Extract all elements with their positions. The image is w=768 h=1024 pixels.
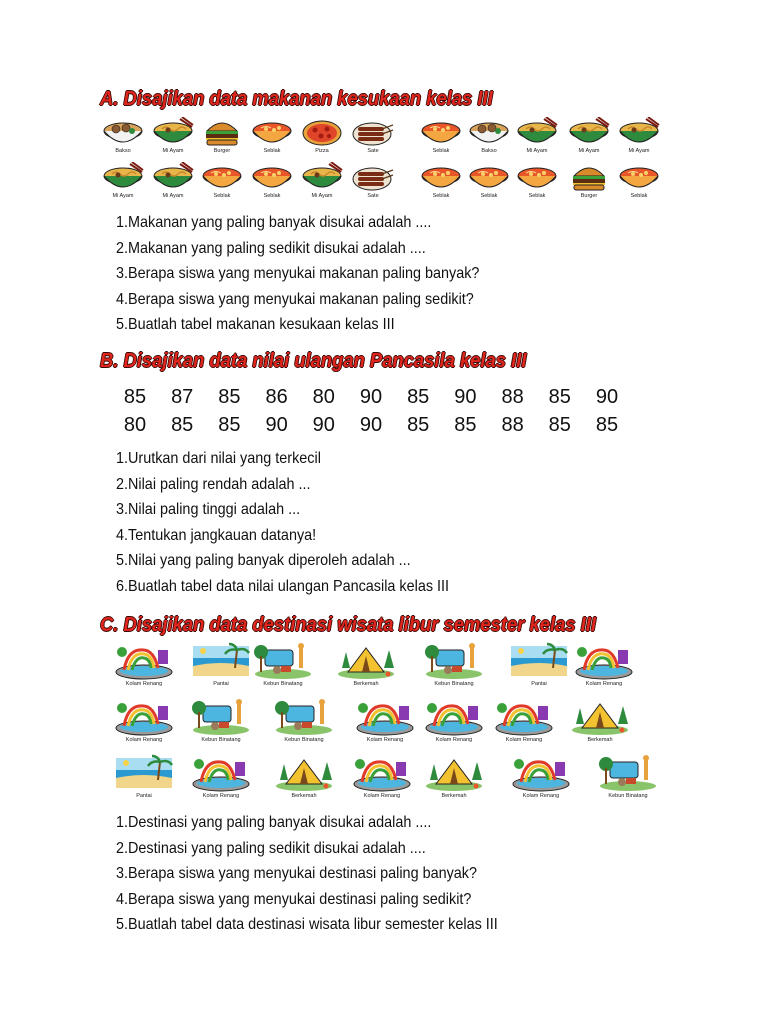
section-b-title: B. Disajikan data nilai ulangan Pancasila kelas III — [100, 350, 527, 372]
question-item: 1.Urutkan dari nilai yang terkecil — [116, 450, 321, 467]
destination-label: Kebun Binatang — [201, 737, 241, 743]
question-item: 1.Destinasi yang paling banyak disukai adalah .... — [116, 814, 432, 831]
score-value: 85 — [548, 414, 571, 436]
destination-label: Berkemah — [587, 737, 613, 743]
food-item — [150, 162, 196, 214]
score-value: 85 — [218, 386, 241, 408]
score-value: 80 — [312, 386, 335, 408]
food-item — [299, 162, 345, 214]
destination-label: Berkemah — [291, 793, 317, 799]
food-item — [616, 162, 662, 214]
destination-item — [492, 698, 556, 750]
food-item — [249, 162, 295, 214]
destination-item — [509, 754, 573, 806]
score-value: 85 — [595, 414, 619, 436]
destination-label: Berkemah — [441, 793, 467, 799]
destination-item — [507, 642, 571, 694]
question-item: 1.Makanan yang paling banyak disukai adalah .... — [116, 214, 432, 231]
score-value: 85 — [218, 414, 241, 436]
destination-item — [596, 754, 660, 806]
food-label: Pizza — [315, 148, 329, 154]
score-value: 87 — [171, 386, 194, 408]
score-value: 86 — [265, 386, 288, 408]
destination-item — [353, 698, 417, 750]
question-item: 3.Berapa siswa yang menyukai makanan paling banyak? — [116, 265, 480, 282]
food-item — [418, 162, 464, 214]
question-item: 4.Tentukan jangkauan datanya! — [116, 526, 317, 544]
food-label: Sate — [367, 148, 379, 154]
food-label: Burger — [580, 193, 598, 199]
food-item — [566, 162, 612, 214]
question-item: 5.Buatlah tabel makanan kesukaan kelas III — [116, 316, 395, 333]
food-item — [199, 162, 245, 214]
food-item — [514, 162, 560, 214]
food-label: Bakso — [115, 148, 131, 154]
food-label: Mi Ayam — [628, 148, 650, 154]
section-c-title: C. Disajikan data destinasi wisata libur semester kelas III — [100, 614, 597, 636]
destination-label: Berkemah — [353, 681, 379, 687]
food-label: Mi Ayam — [112, 193, 134, 199]
destination-label: Kolam Renang — [505, 737, 543, 743]
destination-item — [112, 698, 176, 750]
food-label: Seblak — [263, 148, 281, 154]
destination-item — [112, 754, 176, 806]
destination-item — [422, 698, 486, 750]
destination-label: Kolam Renang — [363, 793, 401, 799]
food-label: Seblak — [263, 193, 281, 199]
score-value: 90 — [312, 414, 335, 436]
destination-item — [350, 754, 414, 806]
destination-label: Kebun Binatang — [284, 737, 324, 743]
food-label: Seblak — [630, 193, 648, 199]
score-value: 90 — [595, 386, 619, 408]
destination-label: Pantai — [213, 681, 229, 687]
food-label: Seblak — [432, 193, 450, 199]
score-value: 85 — [123, 386, 147, 408]
question-item: 3.Berapa siswa yang menyukai destinasi paling banyak? — [116, 865, 478, 882]
destination-label: Kolam Renang — [366, 737, 404, 743]
score-value: 90 — [359, 386, 383, 408]
section-a-title: A. Disajikan data makanan kesukaan kelas III — [100, 88, 493, 110]
destination-item — [189, 754, 253, 806]
destination-item — [272, 754, 336, 806]
question-item: 4.Berapa siswa yang menyukai destinasi paling sedikit? — [116, 890, 472, 908]
food-item — [466, 162, 512, 214]
destination-item — [189, 698, 253, 750]
section-c-questions — [116, 810, 540, 938]
destination-item — [189, 642, 253, 694]
score-value: 85 — [454, 414, 477, 436]
destination-label: Kebun Binatang — [608, 793, 648, 799]
destination-label: Kolam Renang — [435, 737, 473, 743]
score-value: 85 — [407, 386, 430, 408]
destination-label: Kolam Renang — [202, 793, 240, 799]
question-item: 2.Makanan yang paling sedikit disukai adalah .... — [116, 239, 426, 257]
destination-item — [112, 642, 176, 694]
question-item: 5.Nilai yang paling banyak diperoleh adalah ... — [116, 552, 411, 569]
destination-label: Pantai — [531, 681, 547, 687]
score-value: 85 — [407, 414, 430, 436]
destination-item — [572, 642, 636, 694]
score-value: 90 — [265, 414, 288, 436]
food-label: Mi Ayam — [526, 148, 548, 154]
destination-item — [334, 642, 398, 694]
food-item — [100, 162, 146, 214]
food-label: Mi Ayam — [162, 193, 184, 199]
destination-label: Kolam Renang — [585, 681, 623, 687]
food-label: Burger — [213, 148, 231, 154]
destination-label: Pantai — [136, 793, 152, 799]
destination-item — [272, 698, 336, 750]
food-label: Mi Ayam — [162, 148, 184, 154]
food-label: Seblak — [480, 193, 498, 199]
score-value: 90 — [454, 386, 477, 408]
question-item: 2.Nilai paling rendah adalah ... — [116, 475, 311, 493]
food-label: Seblak — [432, 148, 450, 154]
section-b-questions — [116, 446, 486, 599]
score-value: 80 — [123, 414, 147, 436]
destination-label: Kolam Renang — [125, 737, 163, 743]
destination-label: Kebun Binatang — [434, 681, 474, 687]
question-item: 2.Destinasi yang paling sedikit disukai adalah .... — [116, 839, 426, 857]
destination-label: Kolam Renang — [522, 793, 560, 799]
score-value: 85 — [171, 414, 194, 436]
score-value: 90 — [359, 414, 383, 436]
food-label: Mi Ayam — [311, 193, 333, 199]
destination-item — [422, 754, 486, 806]
question-item: 5.Buatlah tabel data destinasi wisata libur semester kelas III — [116, 916, 498, 933]
score-value: 88 — [501, 414, 524, 436]
destination-label: Kolam Renang — [125, 681, 163, 687]
food-label: Seblak — [213, 193, 231, 199]
score-value: 85 — [548, 386, 571, 408]
food-item — [350, 162, 396, 214]
question-item: 4.Berapa siswa yang menyukai makanan paling sedikit? — [116, 290, 474, 308]
destination-item — [422, 642, 486, 694]
destination-item — [251, 642, 315, 694]
food-label: Sate — [367, 193, 379, 199]
food-label: Mi Ayam — [578, 148, 600, 154]
question-item: 6.Buatlah tabel data nilai ulangan Pancasila kelas III — [116, 577, 450, 595]
score-value: 88 — [501, 386, 524, 408]
food-label: Bakso — [481, 148, 497, 154]
food-label: Seblak — [528, 193, 546, 199]
destination-label: Kebun Binatang — [263, 681, 303, 687]
question-item: 3.Nilai paling tinggi adalah ... — [116, 501, 301, 518]
destination-item — [568, 698, 632, 750]
section-a-questions — [116, 210, 520, 338]
